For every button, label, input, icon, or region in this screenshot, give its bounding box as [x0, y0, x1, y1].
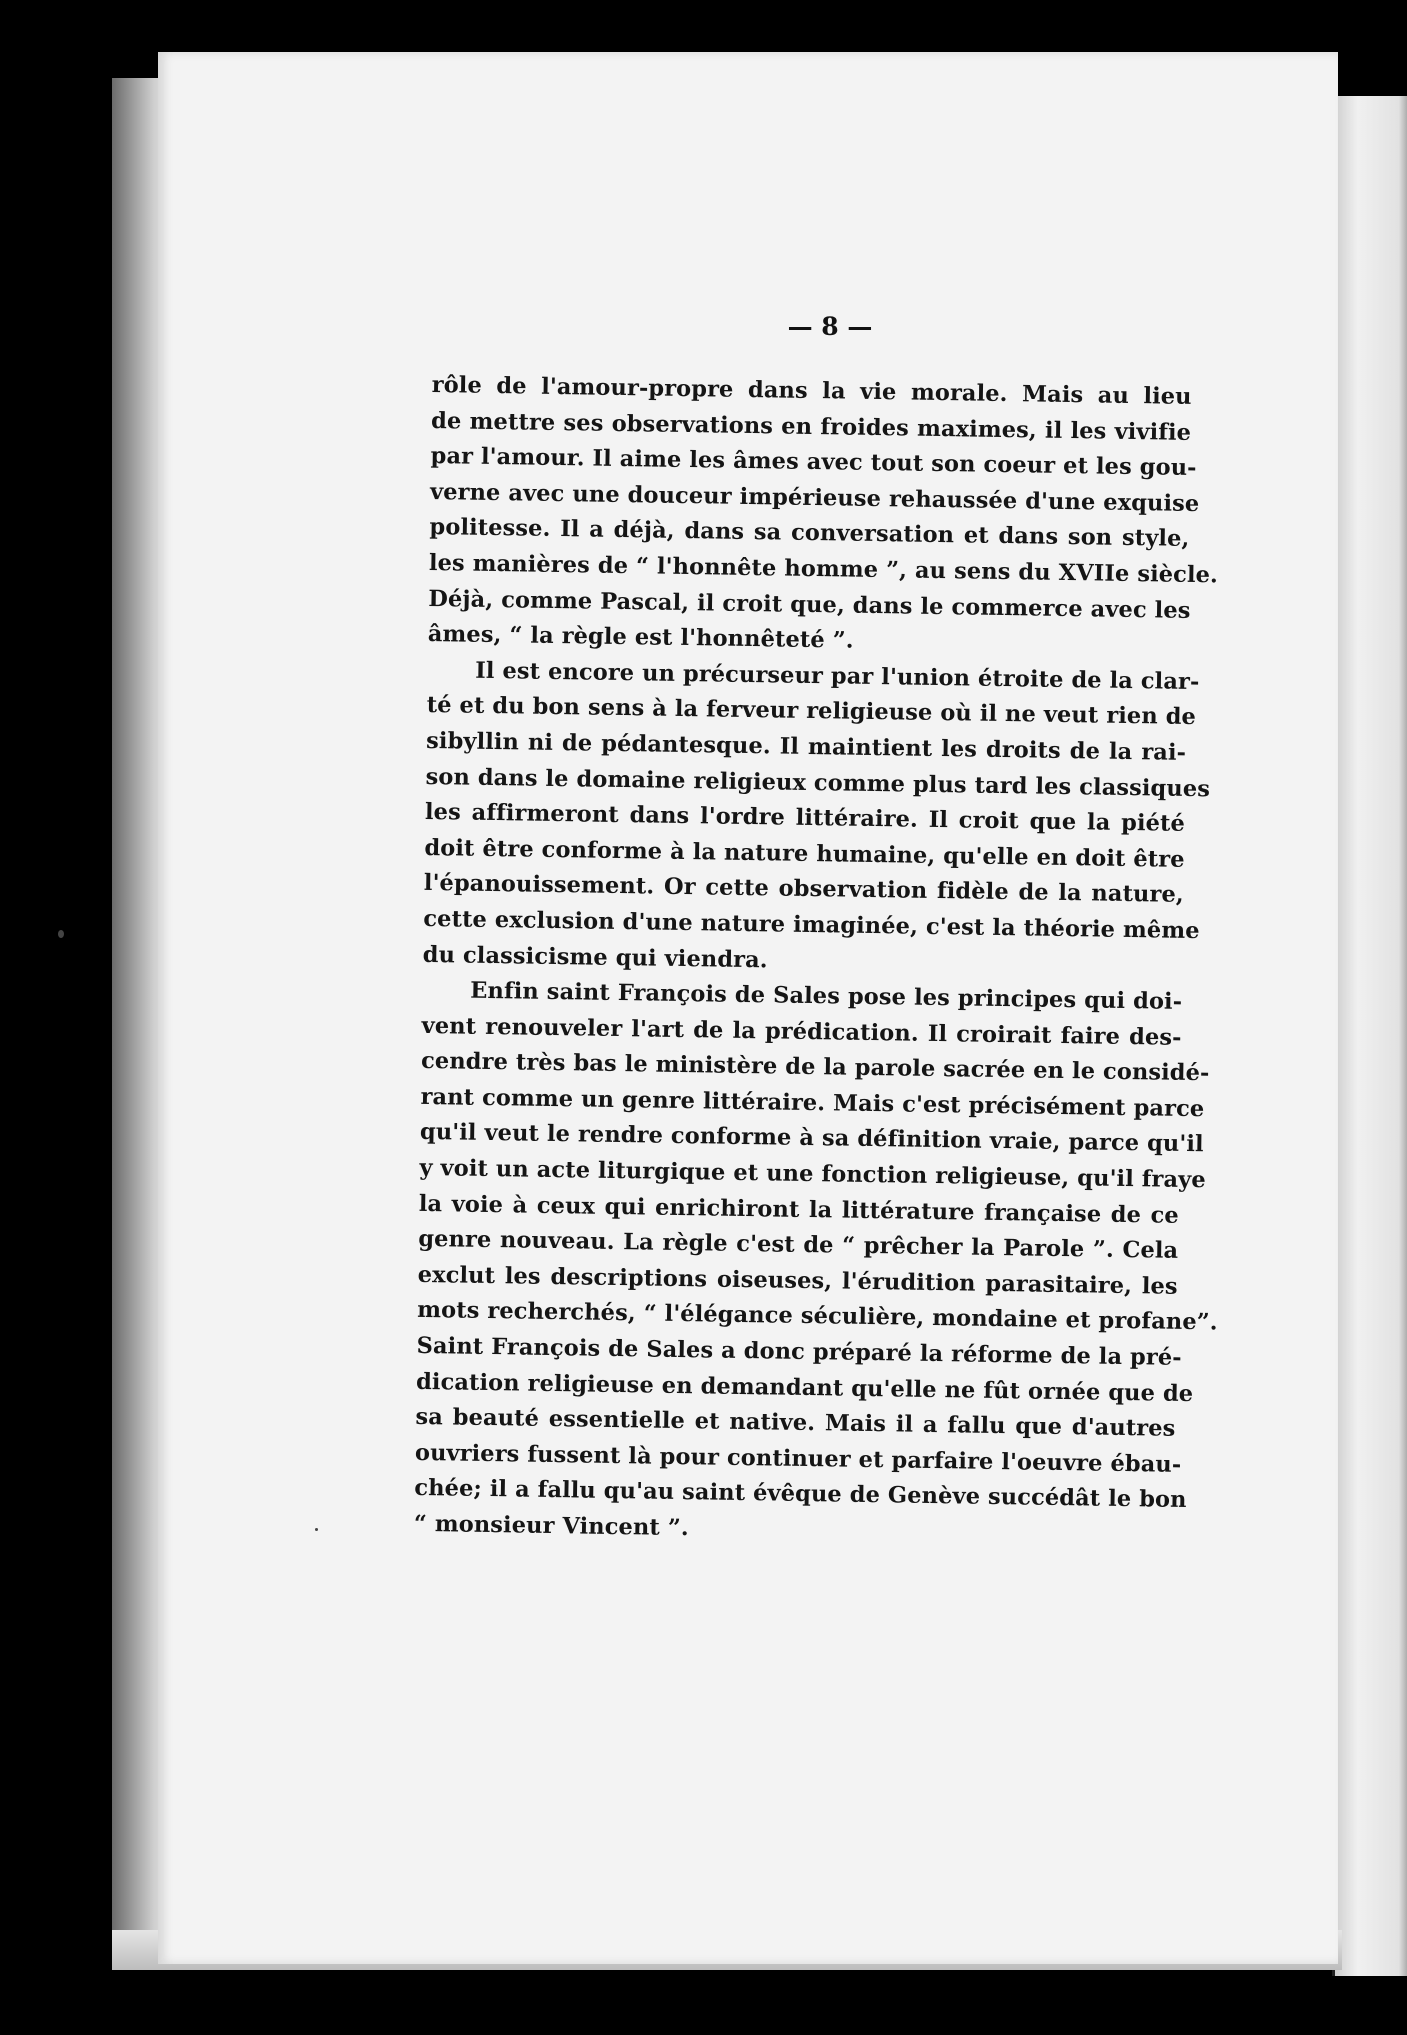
text-line: verne avec une douceur impérieuse rehaussée d'une exquise — [429, 478, 1200, 517]
text-line: vent renouveler l'art de la prédication. Il croirait faire des- — [421, 1012, 1182, 1051]
text-line: les affirmeront dans l'ordre littéraire. Il croit que la piété — [424, 799, 1186, 838]
text-line: Saint François de Sales a donc préparé la réforme de la pré- — [416, 1332, 1182, 1371]
text-line: les manières de “ l'honnête homme ”, au sens du XVIIe siècle. — [428, 549, 1219, 589]
text-line: de mettre ses observations en froides maximes, il les vivifie — [430, 407, 1192, 446]
text-line: rant comme un genre littéraire. Mais c'est précisément parce — [420, 1083, 1205, 1123]
text-line: Déjà, comme Pascal, il croit que, dans le commerce avec les — [428, 585, 1191, 624]
text-line: politesse. Il a déjà, dans sa conversation et dans son style, — [429, 514, 1190, 553]
dust-speck — [58, 930, 64, 938]
text-line: la voie à ceux qui enrichiront la littérature française de ce — [418, 1190, 1179, 1229]
text-line: doit être conforme à la nature humaine, qu'elle en doit être — [424, 834, 1185, 873]
text-line: ouvriers fussent là pour continuer et parfaire l'oeuvre ébau- — [414, 1439, 1182, 1478]
text-line: chée; il a fallu qu'au saint évêque de Genève succédât le bon — [414, 1475, 1187, 1514]
text-line: cendre très bas le ministère de la parole sacrée en le considé- — [420, 1048, 1210, 1087]
text-line: âmes, “ la règle est l'honnêteté ”. — [427, 621, 854, 654]
text-line: du classicisme qui viendra. — [422, 941, 768, 973]
text-line: par l'amour. Il aime les âmes avec tout son coeur et les gou- — [430, 443, 1197, 482]
text-line: exclut les descriptions oiseuses, l'érudition parasitaire, les — [417, 1261, 1178, 1300]
text-line: cette exclusion d'une nature imaginée, c'est la théorie même — [423, 905, 1200, 945]
right-page-edge — [1332, 96, 1407, 1976]
text-line: Il est encore un précurseur par l'union étroite de la clar- — [475, 657, 1200, 695]
dust-speck — [315, 1528, 318, 1531]
text-line: qu'il veut le rendre conforme à sa définition vraie, parce qu'il — [419, 1119, 1204, 1158]
page-number: — 8 — — [787, 312, 873, 341]
text-line: rôle de l'amour-propre dans la vie morale. Mais au lieu — [431, 371, 1192, 410]
text-line: son dans le domaine religieux comme plus tard les classiques — [425, 763, 1211, 802]
text-line: dication religieuse en demandant qu'elle ne fût ornée que de — [415, 1368, 1194, 1407]
text-line: y voit un acte liturgique et une fonction religieuse, qu'il fraye — [419, 1154, 1206, 1194]
text-line: “ monsieur Vincent ”. — [413, 1510, 689, 1542]
paragraph — [422, 653, 1211, 985]
text-line: l'épanouissement. Or cette observation fidèle de la nature, — [423, 870, 1185, 909]
paragraph — [427, 368, 1219, 665]
text-line: genre nouveau. La règle c'est de “ prêcher la Parole ”. Cela — [418, 1226, 1179, 1265]
paragraph — [413, 973, 1218, 1554]
text-line: sa beauté essentielle et native. Mais il a fallu que d'autres — [415, 1404, 1176, 1443]
text-line: sibyllin ni de pédantesque. Il maintient les droits de la rai- — [425, 727, 1187, 766]
text-line: Enfin saint François de Sales pose les principes qui doi- — [470, 977, 1183, 1015]
body-text — [413, 368, 1219, 1554]
text-line: mots recherchés, “ l'élégance séculière, mondaine et profane”. — [416, 1297, 1218, 1336]
text-line: té et du bon sens à la ferveur religieuse où il ne veut rien de — [426, 692, 1197, 731]
